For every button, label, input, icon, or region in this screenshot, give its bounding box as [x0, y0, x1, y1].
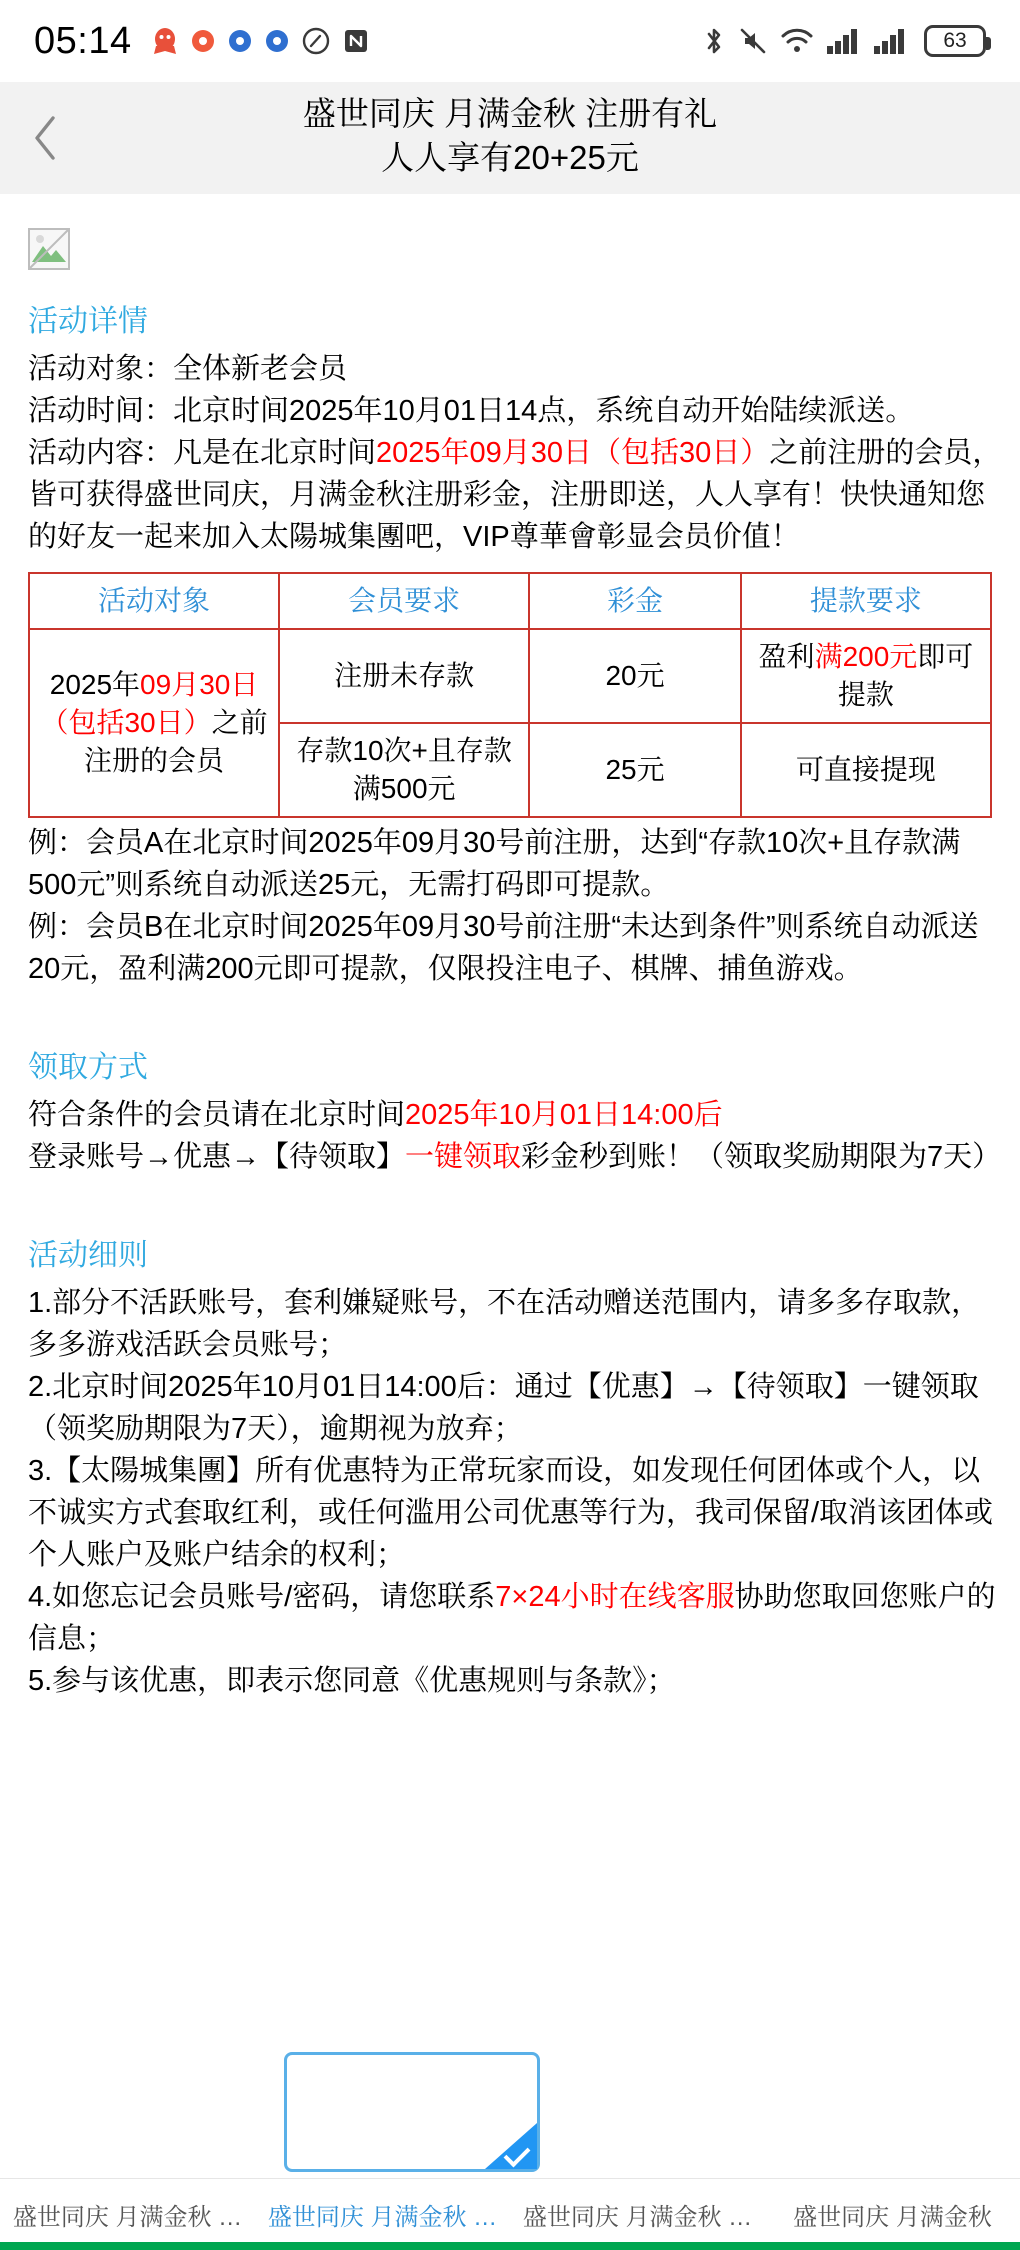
rule-item-4	[28, 1576, 1006, 1660]
page-title-line2: 人人享有20+25元	[381, 139, 639, 176]
chevron-left-icon	[31, 114, 61, 162]
rule-item-5: 5.参与该优惠，即表示您同意《优惠规则与条款》；	[28, 1665, 676, 1697]
status-bar	[0, 0, 1020, 82]
section-title-details: 活动详情	[28, 305, 148, 338]
table-cell-bonus-2: 25元	[529, 723, 741, 817]
activity-time-value: 北京时间2025年10月01日14点，系统自动开始陆续派送。	[173, 395, 915, 427]
claim-line-2	[28, 1136, 1006, 1178]
wifi-icon	[781, 28, 813, 54]
table-cell-object	[29, 629, 279, 817]
table-header-bonus: 彩金	[529, 573, 741, 629]
page-title	[0, 92, 1020, 180]
claim-line-1-time: 2025年10月01日14:00后	[405, 1099, 723, 1131]
table-cell-withdraw-1	[741, 629, 991, 723]
rule-item-3: 3.【太陽城集團】所有优惠特为正常玩家而设，如发现任何团体或个人，以不诚实方式套取红利，或任何滥用公司优惠等行为，我司保留/取消该团体或个人账户及账户结余的权利；	[28, 1455, 994, 1571]
activity-object-row	[28, 348, 1006, 390]
table-cell-object-date: 09月30日（包括30日）	[40, 669, 259, 738]
dot-icon-orange	[228, 29, 252, 53]
table-cell-bonus-1: 20元	[529, 629, 741, 723]
mute-icon	[738, 26, 768, 56]
signal-icon-1	[826, 27, 860, 55]
page-title-line1: 盛世同庆 月满金秋 注册有礼	[302, 95, 718, 132]
status-left-icons	[152, 26, 369, 56]
speedometer-icon	[302, 27, 330, 55]
page-header	[0, 82, 1020, 194]
table-cell-object-post: 之前注册的会员	[84, 707, 268, 776]
battery-icon	[924, 25, 986, 57]
rule-item-4-post: 协助您取回您账户的信息；	[28, 1581, 996, 1655]
tab-item-1[interactable]: 盛世同庆 月满金秋 …	[267, 2204, 498, 2231]
back-button[interactable]	[18, 110, 74, 166]
tab-strip	[0, 2178, 1020, 2250]
example-a: 例：会员A在北京时间2025年09月30号前注册，达到“存款10次+且存款满500元”则系统自动派送25元，无需打码即可提款。	[28, 827, 961, 901]
nfc-icon	[343, 28, 369, 54]
rule-item-4-pre: 4.如您忘记会员账号/密码，请您联系	[28, 1581, 496, 1613]
tab-item-3[interactable]: 盛世同庆 月满金秋	[793, 2204, 992, 2231]
withdraw-pre: 盈利	[758, 641, 815, 672]
activity-object-value: 全体新老会员	[173, 353, 348, 385]
table-cell-requirement-2: 存款10次+且存款满500元	[279, 723, 529, 817]
dot-icon-red	[191, 29, 215, 53]
activity-time-label: 活动时间：	[28, 395, 174, 427]
battery-level: 63	[943, 29, 967, 52]
withdraw-post: 即可提款	[837, 641, 974, 710]
table-cell-withdraw-2: 可直接提现	[741, 723, 991, 817]
activity-detail-part2: 之前注册的会员，皆可获得盛世同庆，月满金秋注册彩金，注册即送，人人享有！快快通知您的好友一起来加入太陽城集團吧，VIP尊華會彰显会员价值！	[28, 437, 1002, 553]
qq-icon	[152, 26, 178, 56]
activity-time-row	[28, 390, 1006, 432]
withdraw-amount: 满200元	[814, 641, 918, 672]
section-title-claim: 领取方式	[28, 1051, 148, 1084]
claim-line-2-action: 一键领取	[405, 1141, 522, 1173]
activity-detail-row	[28, 432, 1006, 558]
dot-icon-blue	[265, 29, 289, 53]
activity-detail-highlight: 2025年09月30日（包括30日）	[376, 437, 770, 469]
status-right-icons	[703, 25, 986, 57]
rule-item-2: 2.北京时间2025年10月01日14:00后：通过【优惠】→【待领取】一键领取（领奖励期限为7天），逾期视为放弃；	[28, 1371, 979, 1445]
table-cell-object-pre: 2025年	[49, 669, 141, 700]
home-indicator	[0, 2242, 1020, 2250]
section-title-rules: 活动细则	[28, 1239, 148, 1272]
tab-item-0[interactable]: 盛世同庆 月满金秋 …	[12, 2204, 243, 2231]
example-b: 例：会员B在北京时间2025年09月30号前注册“未达到条件”则系统自动派送20元，盈利满200元即可提款，仅限投注电子、棋牌、捕鱼游戏。	[28, 911, 979, 985]
table-header-requirement: 会员要求	[279, 573, 529, 629]
table-header-withdraw: 提款要求	[741, 573, 991, 629]
rule-item-1: 1.部分不活跃账号，套利嫌疑账号，不在活动赠送范围内，请多多存取款，多多游戏活跃会员账号；	[28, 1287, 981, 1361]
tab-item-2[interactable]: 盛世同庆 月满金秋 …	[522, 2204, 753, 2231]
activity-detail-part1: 凡是在北京时间	[173, 437, 377, 469]
page-content	[0, 228, 1020, 1702]
signal-icon-2	[873, 27, 907, 55]
bluetooth-icon	[703, 26, 725, 56]
claim-line-2-post: 彩金秒到账！（领取奖励期限为7天）	[521, 1141, 1002, 1173]
promo-table	[28, 572, 992, 818]
activity-detail-label: 活动内容：	[28, 437, 174, 469]
table-cell-requirement-1: 注册未存款	[279, 629, 529, 723]
activity-object-label: 活动对象：	[28, 353, 174, 385]
claim-line-1-pre: 符合条件的会员请在北京时间	[28, 1099, 406, 1131]
status-time: 05:14	[34, 19, 132, 62]
checkbox-card[interactable]	[284, 2052, 540, 2172]
table-header-object: 活动对象	[29, 573, 279, 629]
claim-line-2-pre: 登录账号→优惠→【待领取】	[28, 1141, 406, 1173]
claim-line-1	[28, 1094, 1006, 1136]
broken-image-icon	[28, 228, 70, 270]
rule-item-4-service: 7×24小时在线客服	[495, 1581, 735, 1613]
table-header-row	[29, 573, 991, 629]
table-row	[29, 629, 991, 723]
